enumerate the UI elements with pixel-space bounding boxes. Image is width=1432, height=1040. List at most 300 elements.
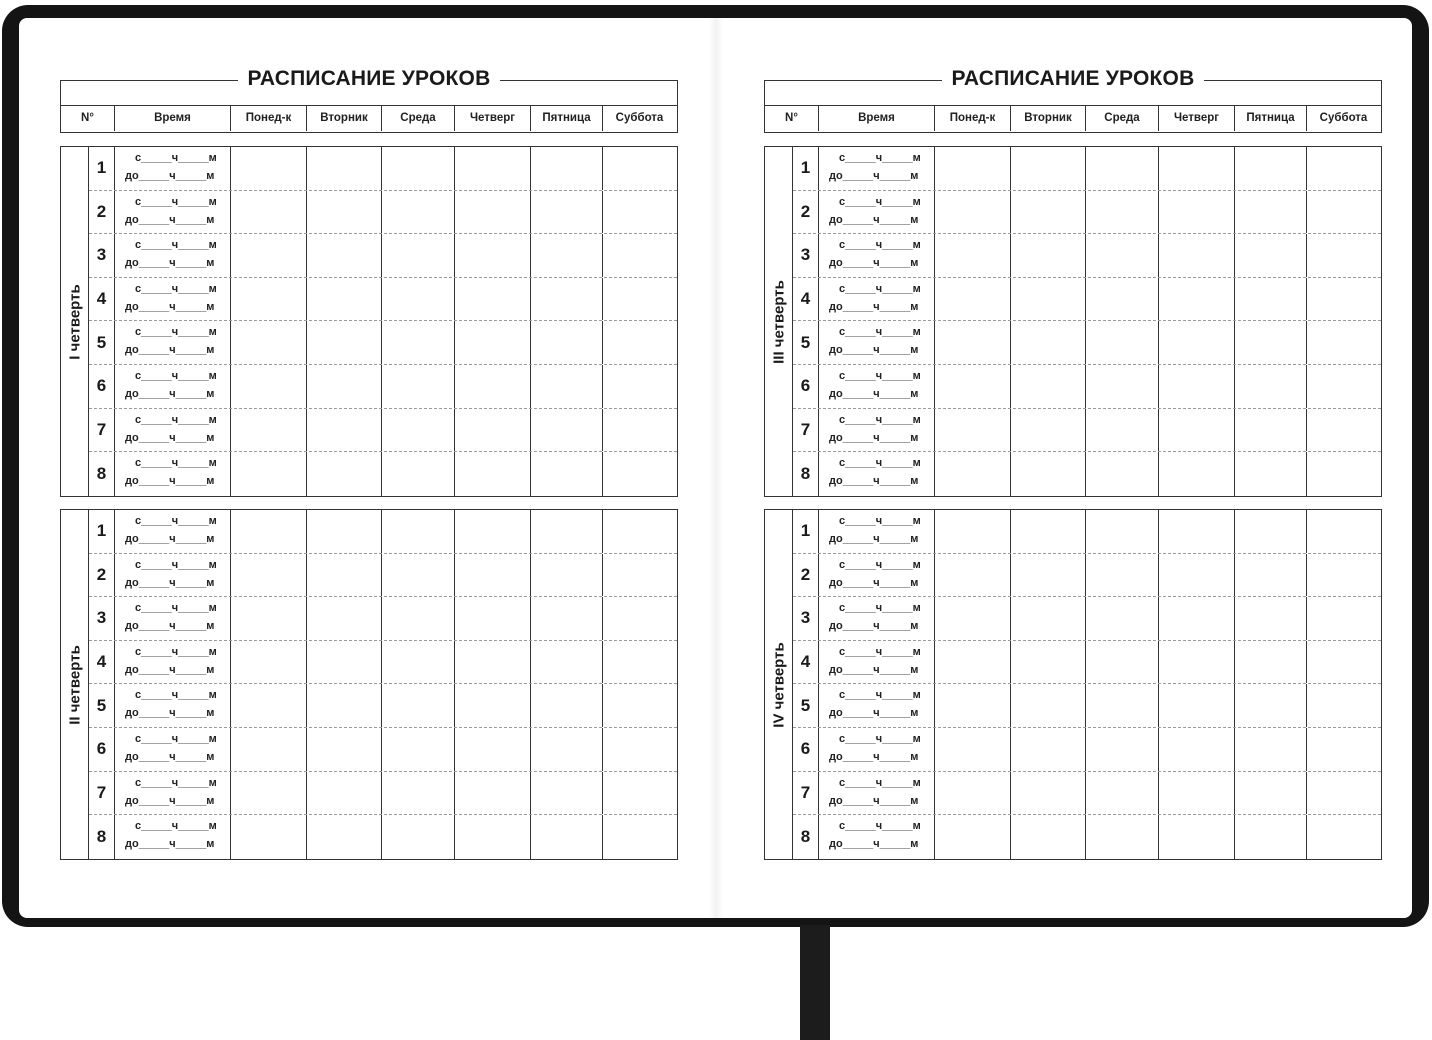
lesson-time-field[interactable] bbox=[115, 510, 231, 553]
day-cell[interactable] bbox=[1011, 321, 1086, 364]
day-cell[interactable] bbox=[307, 597, 382, 640]
day-cell[interactable] bbox=[531, 321, 603, 364]
day-cell[interactable] bbox=[531, 191, 603, 234]
day-cell[interactable] bbox=[935, 554, 1011, 597]
quarter-label-cell bbox=[61, 147, 89, 496]
header-sat: Суббота bbox=[615, 112, 664, 124]
day-cell[interactable] bbox=[1011, 728, 1086, 771]
day-cell[interactable] bbox=[531, 365, 603, 408]
day-cell[interactable] bbox=[935, 684, 1011, 727]
day-cell[interactable] bbox=[1307, 684, 1383, 727]
day-cell[interactable] bbox=[307, 147, 382, 190]
lesson-number: 4 bbox=[89, 278, 115, 321]
quarter-label-cell bbox=[765, 147, 793, 496]
day-cell[interactable] bbox=[231, 191, 307, 234]
lesson-time-field[interactable] bbox=[115, 815, 231, 859]
day-cell[interactable] bbox=[531, 409, 603, 452]
day-cell[interactable] bbox=[935, 452, 1011, 496]
day-cell[interactable] bbox=[935, 321, 1011, 364]
lesson-time-field[interactable] bbox=[115, 191, 231, 234]
lesson-time-field[interactable] bbox=[819, 409, 935, 452]
day-cell[interactable] bbox=[1307, 278, 1383, 321]
day-cell[interactable] bbox=[1235, 147, 1307, 190]
header-thu: Четверг bbox=[1159, 106, 1235, 131]
day-cell[interactable] bbox=[1235, 554, 1307, 597]
time-from-line: с_____ч_____м bbox=[135, 282, 217, 295]
lesson-time-field[interactable] bbox=[819, 772, 935, 815]
day-cell[interactable] bbox=[455, 234, 531, 277]
day-cell[interactable] bbox=[455, 278, 531, 321]
lesson-time-field[interactable] bbox=[819, 815, 935, 859]
lesson-time-field[interactable] bbox=[115, 641, 231, 684]
day-cell[interactable] bbox=[1235, 641, 1307, 684]
day-cell[interactable] bbox=[603, 772, 679, 815]
day-cell[interactable] bbox=[1011, 147, 1086, 190]
time-from-line: с_____ч_____м bbox=[839, 370, 921, 382]
day-cell[interactable] bbox=[935, 409, 1011, 452]
time-from-line: с_____ч_____м bbox=[135, 689, 217, 702]
day-cell[interactable] bbox=[1011, 365, 1086, 408]
time-from-line: с_____ч_____м bbox=[839, 152, 921, 164]
day-cell[interactable] bbox=[307, 772, 382, 815]
day-cell[interactable] bbox=[1235, 452, 1307, 496]
day-cell[interactable] bbox=[531, 234, 603, 277]
time-to-line: до_____ч_____м bbox=[125, 533, 215, 545]
day-cell[interactable] bbox=[382, 278, 455, 321]
day-cell[interactable] bbox=[1086, 452, 1159, 496]
time-to-line: до_____ч_____м bbox=[829, 533, 919, 545]
day-cell[interactable] bbox=[1307, 510, 1383, 553]
day-cell[interactable] bbox=[455, 554, 531, 597]
lesson-time-field[interactable] bbox=[115, 452, 231, 496]
lesson-time-field[interactable] bbox=[819, 147, 935, 190]
day-cell[interactable] bbox=[1011, 554, 1086, 597]
day-cell[interactable] bbox=[1159, 641, 1235, 684]
day-cell[interactable] bbox=[935, 815, 1011, 859]
day-cell[interactable] bbox=[1011, 409, 1086, 452]
time-to-line: до_____ч_____м bbox=[125, 794, 215, 807]
day-cell[interactable] bbox=[935, 365, 1011, 408]
time-from-line: с_____ч_____м bbox=[135, 239, 217, 252]
day-cell[interactable] bbox=[455, 409, 531, 452]
day-cell[interactable] bbox=[1307, 452, 1383, 496]
day-cell[interactable] bbox=[231, 684, 307, 727]
lesson-time-field[interactable] bbox=[819, 684, 935, 727]
day-cell[interactable] bbox=[1307, 641, 1383, 684]
lesson-row bbox=[89, 510, 677, 554]
lesson-time-field[interactable] bbox=[819, 321, 935, 364]
day-cell[interactable] bbox=[531, 452, 603, 496]
day-cell[interactable] bbox=[531, 772, 603, 815]
day-cell[interactable] bbox=[603, 684, 679, 727]
lesson-time-field[interactable] bbox=[115, 684, 231, 727]
quarter-block bbox=[764, 509, 1382, 860]
lesson-time-field[interactable] bbox=[115, 278, 231, 321]
day-cell[interactable] bbox=[382, 409, 455, 452]
day-cell[interactable] bbox=[382, 684, 455, 727]
lesson-number: 7 bbox=[89, 772, 115, 815]
day-cell[interactable] bbox=[603, 234, 679, 277]
day-cell[interactable] bbox=[1011, 597, 1086, 640]
day-cell[interactable] bbox=[1159, 684, 1235, 727]
left-page bbox=[0, 0, 700, 1040]
day-cell[interactable] bbox=[603, 147, 679, 190]
day-cell[interactable] bbox=[531, 684, 603, 727]
day-cell[interactable] bbox=[1086, 365, 1159, 408]
time-to-line: до_____ч_____м bbox=[829, 838, 919, 851]
day-cell[interactable] bbox=[231, 409, 307, 452]
day-cell[interactable] bbox=[1086, 728, 1159, 771]
day-cell[interactable] bbox=[1235, 321, 1307, 364]
day-cell[interactable] bbox=[531, 147, 603, 190]
day-cell[interactable] bbox=[455, 597, 531, 640]
lesson-number: 7 bbox=[793, 772, 819, 815]
day-cell[interactable] bbox=[603, 728, 679, 771]
header-tue: Вторник bbox=[1011, 106, 1086, 131]
day-cell[interactable] bbox=[455, 452, 531, 496]
day-cell[interactable] bbox=[1307, 554, 1383, 597]
day-cell[interactable] bbox=[1307, 191, 1383, 234]
day-cell[interactable] bbox=[1307, 147, 1383, 190]
day-cell[interactable] bbox=[603, 554, 679, 597]
day-cell[interactable] bbox=[935, 728, 1011, 771]
lesson-row bbox=[89, 321, 677, 365]
lesson-time-field[interactable] bbox=[115, 554, 231, 597]
day-cell[interactable] bbox=[531, 815, 603, 859]
lesson-time-field[interactable] bbox=[819, 191, 935, 234]
day-cell[interactable] bbox=[307, 278, 382, 321]
lesson-row bbox=[89, 815, 677, 859]
day-cell[interactable] bbox=[231, 597, 307, 640]
time-from-line: с_____ч_____м bbox=[135, 195, 217, 208]
day-cell[interactable] bbox=[455, 365, 531, 408]
day-cell[interactable] bbox=[455, 815, 531, 859]
day-cell[interactable] bbox=[382, 510, 455, 553]
lesson-number: 6 bbox=[89, 728, 115, 771]
header-num: N° bbox=[765, 106, 819, 131]
lesson-number: 8 bbox=[89, 452, 115, 496]
lesson-row bbox=[793, 554, 1381, 598]
day-cell[interactable] bbox=[1159, 815, 1235, 859]
day-cell[interactable] bbox=[1086, 815, 1159, 859]
right-page bbox=[704, 0, 1404, 1040]
day-cell[interactable] bbox=[1159, 147, 1235, 190]
lesson-number: 8 bbox=[89, 815, 115, 859]
lesson-number: 3 bbox=[793, 597, 819, 640]
lesson-time-field[interactable] bbox=[819, 365, 935, 408]
day-cell[interactable] bbox=[603, 510, 679, 553]
day-cell[interactable] bbox=[455, 147, 531, 190]
day-cell[interactable] bbox=[455, 321, 531, 364]
day-cell[interactable] bbox=[1235, 365, 1307, 408]
day-cell[interactable] bbox=[935, 234, 1011, 277]
lesson-row bbox=[793, 234, 1381, 278]
day-cell[interactable] bbox=[382, 191, 455, 234]
lesson-number: 1 bbox=[89, 510, 115, 553]
day-cell[interactable] bbox=[307, 234, 382, 277]
lesson-time-field[interactable] bbox=[819, 597, 935, 640]
day-cell[interactable] bbox=[531, 641, 603, 684]
lesson-number: 5 bbox=[793, 321, 819, 364]
day-cell[interactable] bbox=[603, 365, 679, 408]
day-cell[interactable] bbox=[1307, 365, 1383, 408]
day-cell[interactable] bbox=[1159, 278, 1235, 321]
day-cell[interactable] bbox=[1159, 409, 1235, 452]
day-cell[interactable] bbox=[382, 452, 455, 496]
day-cell[interactable] bbox=[1307, 728, 1383, 771]
day-cell[interactable] bbox=[1307, 234, 1383, 277]
day-cell[interactable] bbox=[231, 321, 307, 364]
day-cell[interactable] bbox=[531, 510, 603, 553]
day-cell[interactable] bbox=[603, 278, 679, 321]
time-to-line: до_____ч_____м bbox=[829, 300, 919, 313]
lesson-number: 7 bbox=[89, 409, 115, 452]
time-to-line: до_____ч_____м bbox=[829, 707, 919, 720]
day-cell[interactable] bbox=[231, 641, 307, 684]
day-cell[interactable] bbox=[935, 510, 1011, 553]
day-cell[interactable] bbox=[1011, 641, 1086, 684]
day-cell[interactable] bbox=[1307, 772, 1383, 815]
day-cell[interactable] bbox=[603, 409, 679, 452]
day-cell[interactable] bbox=[1011, 772, 1086, 815]
day-cell[interactable] bbox=[1159, 365, 1235, 408]
day-cell[interactable] bbox=[1159, 321, 1235, 364]
day-cell[interactable] bbox=[307, 684, 382, 727]
day-cell[interactable] bbox=[531, 597, 603, 640]
time-to-line: до_____ч_____м bbox=[829, 576, 919, 589]
lesson-time-field[interactable] bbox=[115, 728, 231, 771]
day-cell[interactable] bbox=[1011, 191, 1086, 234]
day-cell[interactable] bbox=[382, 815, 455, 859]
day-cell[interactable] bbox=[531, 728, 603, 771]
day-cell[interactable] bbox=[1159, 452, 1235, 496]
time-from-line: с_____ч_____м bbox=[135, 457, 217, 470]
lesson-number: 6 bbox=[793, 728, 819, 771]
day-cell[interactable] bbox=[1159, 728, 1235, 771]
lesson-number: 6 bbox=[89, 365, 115, 408]
time-from-line: с_____ч_____м bbox=[839, 645, 921, 658]
day-cell[interactable] bbox=[455, 728, 531, 771]
day-cell[interactable] bbox=[1235, 409, 1307, 452]
day-cell[interactable] bbox=[307, 365, 382, 408]
day-cell[interactable] bbox=[382, 365, 455, 408]
time-to-line: до_____ч_____м bbox=[125, 663, 215, 676]
day-cell[interactable] bbox=[935, 191, 1011, 234]
lesson-time-field[interactable] bbox=[115, 409, 231, 452]
day-cell[interactable] bbox=[603, 452, 679, 496]
day-cell[interactable] bbox=[1086, 684, 1159, 727]
day-cell[interactable] bbox=[1086, 554, 1159, 597]
day-cell[interactable] bbox=[231, 728, 307, 771]
lesson-row bbox=[89, 365, 677, 409]
day-cell[interactable] bbox=[455, 191, 531, 234]
day-cell[interactable] bbox=[307, 815, 382, 859]
day-cell[interactable] bbox=[231, 365, 307, 408]
day-cell[interactable] bbox=[531, 278, 603, 321]
day-cell[interactable] bbox=[1086, 147, 1159, 190]
day-cell[interactable] bbox=[1159, 554, 1235, 597]
day-cell[interactable] bbox=[231, 772, 307, 815]
day-cell[interactable] bbox=[1011, 510, 1086, 553]
day-cell[interactable] bbox=[307, 191, 382, 234]
day-cell[interactable] bbox=[1086, 641, 1159, 684]
day-cell[interactable] bbox=[1159, 191, 1235, 234]
lesson-time-field[interactable] bbox=[819, 234, 935, 277]
time-to-line: до_____ч_____м bbox=[125, 431, 215, 444]
day-cell[interactable] bbox=[1235, 278, 1307, 321]
lesson-number: 3 bbox=[89, 234, 115, 277]
day-cell[interactable] bbox=[1235, 728, 1307, 771]
day-cell[interactable] bbox=[603, 597, 679, 640]
day-cell[interactable] bbox=[382, 321, 455, 364]
header-frame-side bbox=[1381, 80, 1382, 105]
day-cell[interactable] bbox=[382, 728, 455, 771]
day-cell[interactable] bbox=[1235, 510, 1307, 553]
header-wed: Среда bbox=[382, 106, 455, 131]
day-cell[interactable] bbox=[382, 597, 455, 640]
day-cell[interactable] bbox=[1011, 452, 1086, 496]
day-cell[interactable] bbox=[1011, 234, 1086, 277]
day-cell[interactable] bbox=[531, 554, 603, 597]
day-cell[interactable] bbox=[1307, 815, 1383, 859]
lesson-time-field[interactable] bbox=[819, 641, 935, 684]
day-cell[interactable] bbox=[603, 815, 679, 859]
day-cell[interactable] bbox=[307, 510, 382, 553]
page-title-wrap bbox=[60, 65, 678, 93]
day-cell[interactable] bbox=[1086, 597, 1159, 640]
day-cell[interactable] bbox=[1011, 278, 1086, 321]
lesson-row bbox=[793, 191, 1381, 235]
time-from-line: с_____ч_____м bbox=[135, 152, 217, 164]
day-cell[interactable] bbox=[307, 641, 382, 684]
time-from-line: с_____ч_____м bbox=[839, 820, 921, 833]
time-to-line: до_____ч_____м bbox=[829, 170, 919, 182]
day-cell[interactable] bbox=[231, 452, 307, 496]
day-cell[interactable] bbox=[382, 554, 455, 597]
lesson-number: 5 bbox=[89, 684, 115, 727]
day-cell[interactable] bbox=[307, 452, 382, 496]
day-cell[interactable] bbox=[382, 234, 455, 277]
day-cell[interactable] bbox=[1307, 321, 1383, 364]
time-from-line: с_____ч_____м bbox=[839, 689, 921, 702]
day-cell[interactable] bbox=[1011, 684, 1086, 727]
time-to-line: до_____ч_____м bbox=[829, 794, 919, 807]
day-cell[interactable] bbox=[1235, 684, 1307, 727]
lesson-time-field[interactable] bbox=[115, 597, 231, 640]
day-cell[interactable] bbox=[1011, 815, 1086, 859]
day-cell[interactable] bbox=[231, 147, 307, 190]
lesson-time-field[interactable] bbox=[819, 554, 935, 597]
day-cell[interactable] bbox=[1086, 409, 1159, 452]
day-cell[interactable] bbox=[1086, 321, 1159, 364]
day-cell[interactable] bbox=[1307, 409, 1383, 452]
lesson-time-field[interactable] bbox=[819, 728, 935, 771]
lesson-row bbox=[793, 510, 1381, 554]
time-to-line: до_____ч_____м bbox=[125, 620, 215, 633]
day-cell[interactable] bbox=[231, 554, 307, 597]
day-cell[interactable] bbox=[1235, 815, 1307, 859]
lesson-number: 2 bbox=[793, 191, 819, 234]
quarter-block bbox=[60, 509, 678, 860]
day-cell[interactable] bbox=[1086, 772, 1159, 815]
day-cell[interactable] bbox=[307, 728, 382, 771]
day-cell[interactable] bbox=[1086, 510, 1159, 553]
day-cell[interactable] bbox=[1235, 772, 1307, 815]
day-cell[interactable] bbox=[1235, 597, 1307, 640]
day-cell[interactable] bbox=[455, 772, 531, 815]
lesson-time-field[interactable] bbox=[115, 234, 231, 277]
day-cell[interactable] bbox=[603, 321, 679, 364]
day-cell[interactable] bbox=[231, 510, 307, 553]
day-cell[interactable] bbox=[1086, 191, 1159, 234]
day-cell[interactable] bbox=[455, 641, 531, 684]
day-cell[interactable] bbox=[603, 191, 679, 234]
time-to-line: до_____ч_____м bbox=[829, 663, 919, 676]
day-cell[interactable] bbox=[935, 278, 1011, 321]
time-to-line: до_____ч_____м bbox=[125, 257, 215, 270]
day-cell[interactable] bbox=[935, 772, 1011, 815]
lesson-time-field[interactable] bbox=[819, 510, 935, 553]
day-cell[interactable] bbox=[935, 147, 1011, 190]
day-cell[interactable] bbox=[1159, 597, 1235, 640]
lesson-time-field[interactable] bbox=[115, 321, 231, 364]
day-cell[interactable] bbox=[1086, 278, 1159, 321]
day-cell[interactable] bbox=[935, 597, 1011, 640]
day-cell[interactable] bbox=[307, 409, 382, 452]
day-cell[interactable] bbox=[1159, 772, 1235, 815]
day-cell[interactable] bbox=[382, 772, 455, 815]
lesson-row bbox=[793, 641, 1381, 685]
day-cell[interactable] bbox=[307, 321, 382, 364]
lesson-row bbox=[89, 234, 677, 278]
day-cell[interactable] bbox=[1235, 234, 1307, 277]
day-cell[interactable] bbox=[382, 147, 455, 190]
quarter-block bbox=[764, 146, 1382, 497]
day-cell[interactable] bbox=[935, 641, 1011, 684]
day-cell[interactable] bbox=[231, 234, 307, 277]
day-cell[interactable] bbox=[455, 510, 531, 553]
day-cell[interactable] bbox=[1235, 191, 1307, 234]
lesson-time-field[interactable] bbox=[115, 365, 231, 408]
time-from-line: с_____ч_____м bbox=[135, 515, 217, 527]
lesson-row bbox=[89, 191, 677, 235]
lesson-time-field[interactable] bbox=[819, 278, 935, 321]
day-cell[interactable] bbox=[455, 684, 531, 727]
header-fri: Пятница bbox=[531, 106, 603, 131]
lesson-time-field[interactable] bbox=[115, 772, 231, 815]
day-cell[interactable] bbox=[1307, 597, 1383, 640]
quarter-label: II четверть bbox=[66, 644, 83, 725]
time-from-line: с_____ч_____м bbox=[135, 370, 217, 382]
time-to-line: до_____ч_____м bbox=[829, 751, 919, 763]
time-to-line: до_____ч_____м bbox=[125, 388, 215, 400]
lesson-time-field[interactable] bbox=[819, 452, 935, 496]
time-to-line: до_____ч_____м bbox=[125, 344, 215, 357]
day-cell[interactable] bbox=[1159, 234, 1235, 277]
day-cell[interactable] bbox=[1159, 510, 1235, 553]
time-from-line: с_____ч_____м bbox=[135, 602, 217, 615]
lesson-number: 1 bbox=[793, 147, 819, 190]
day-cell[interactable] bbox=[603, 641, 679, 684]
day-cell[interactable] bbox=[231, 278, 307, 321]
lesson-time-field[interactable] bbox=[115, 147, 231, 190]
time-from-line: с_____ч_____м bbox=[839, 326, 921, 339]
day-cell[interactable] bbox=[382, 641, 455, 684]
quarter-label-cell bbox=[61, 510, 89, 859]
day-cell[interactable] bbox=[1086, 234, 1159, 277]
day-cell[interactable] bbox=[307, 554, 382, 597]
day-cell[interactable] bbox=[231, 815, 307, 859]
